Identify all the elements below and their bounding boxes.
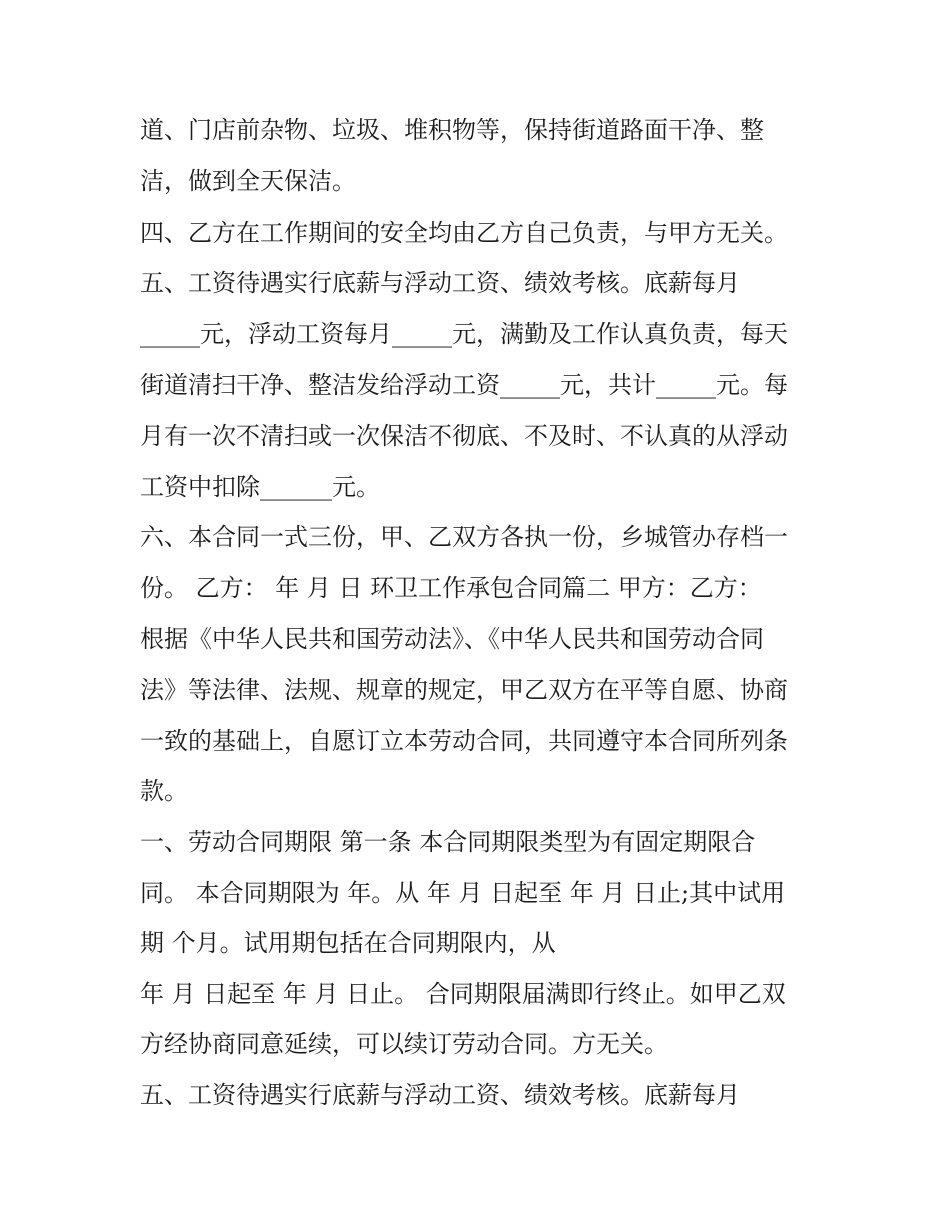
text-line-4: 五、工资待遇实行底薪与浮动工资、绩效考核。底薪每月 <box>140 269 740 297</box>
text-line-13: 一致的基础上，自愿订立本劳动合同，共同遵守本合同所列条 <box>140 727 788 755</box>
text-line-5: _____元，浮动工资每月_____元，满勤及工作认真负责，每天 <box>140 320 788 348</box>
text-line-8: 工资中扣除______元。 <box>140 473 380 501</box>
text-line-18: 年 月 日起至 年 月 日止。 合同期限届满即行终止。如甲乙双 <box>140 980 786 1008</box>
text-line-20: 五、工资待遇实行底薪与浮动工资、绩效考核。底薪每月 <box>140 1081 740 1109</box>
text-line-15: 一、劳动合同期限 第一条 本合同期限类型为有固定期限合 <box>140 828 756 856</box>
text-line-12: 法》等法律、法规、规章的规定，甲乙双方在平等自愿、协商 <box>140 676 788 704</box>
text-line-10: 份。 乙方： 年 月 日 环卫工作承包合同篇二 甲方：乙方： <box>140 574 762 602</box>
text-line-6: 街道清扫干净、整洁发给浮动工资_____元，共计_____元。每 <box>140 371 788 399</box>
text-line-17: 期 个月。试用期包括在合同期限内，从 <box>140 929 556 957</box>
text-line-1: 道、门店前杂物、垃圾、堆积物等，保持街道路面干净、整 <box>140 116 764 144</box>
text-line-16: 同。 本合同期限为 年。从 年 月 日起至 年 月 日止;其中试用 <box>140 879 786 907</box>
text-line-9: 六、本合同一式三份，甲、乙双方各执一份，乡城管办存档一 <box>140 523 788 551</box>
text-line-7: 月有一次不清扫或一次保洁不彻底、不及时、不认真的从浮动 <box>140 422 788 450</box>
text-line-11: 根据《中华人民共和国劳动法》、《中华人民共和国劳动合同 <box>140 625 764 653</box>
text-line-3: 四、乙方在工作期间的安全均由乙方自己负责，与甲方无关。 <box>140 219 788 247</box>
text-line-19: 方经协商同意延续，可以续订劳动合同。方无关。 <box>140 1030 668 1058</box>
text-line-14: 款。 <box>140 777 188 805</box>
text-line-2: 洁，做到全天保洁。 <box>140 167 356 195</box>
